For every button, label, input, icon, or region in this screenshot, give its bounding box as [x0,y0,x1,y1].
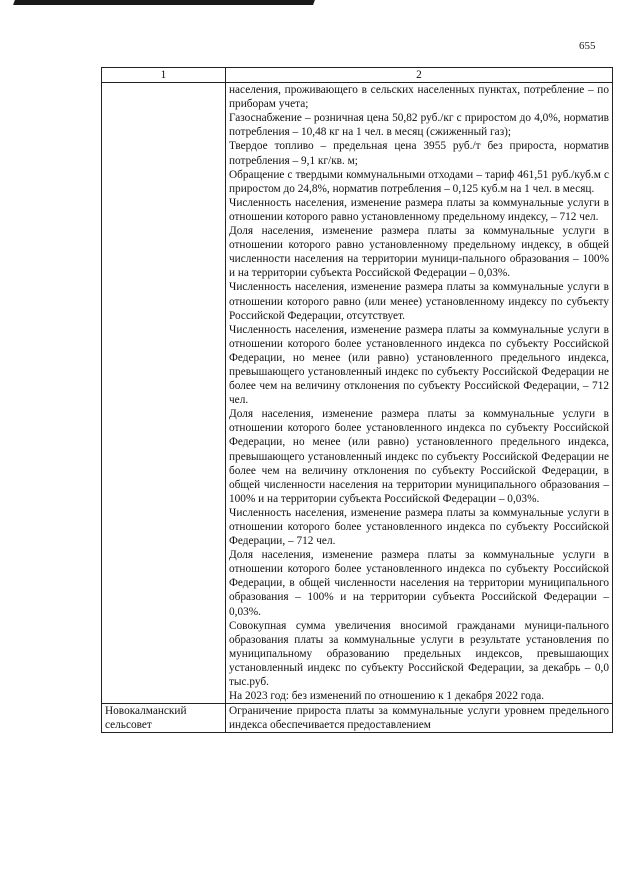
row2-content-cell [226,704,613,733]
paragraph: населения, проживающего в сельских населенных пунктах, потребление – по приборам учета; [229,84,609,111]
column-header-1: 1 [102,68,226,83]
table-row [102,704,613,733]
paragraph: На 2023 год: без изменений по отношению к 1 декабря 2022 года. [229,690,545,703]
paragraph: Совокупная сумма увеличения вносимой гражданами муници-пального образования платы за коммунальные услуги в результате установления по муниципальному образованию предельных индексов, превышающих установленный индекс по субъекту Российской Федерации, за декабрь – 0,0 тыс.руб. [229,619,609,689]
page-number: 655 [579,40,596,52]
scan-edge-mark [13,0,315,5]
paragraph: Доля населения, изменение размера платы за коммунальные услуги в отношении которого равно установленному предельному индексу, в общей численности населения на территории муници-пального образования – 100% и на территории субъекта Российской Федерации – 0,03%. [229,225,609,280]
paragraph: Твердое топливо – предельная цена 3955 руб./т без прироста, норматив потребления – 9,1 кг/кв. м; [229,140,609,167]
table-header-row [102,68,613,83]
paragraph: Обращение с твердыми коммунальными отходами – тариф 461,51 руб./куб.м с приростом до 24,8%, норматив потребления – 0,125 куб.м на 1 чел. в месяц. [229,168,609,195]
paragraph: Ограничение прироста платы за коммунальные услуги уровнем предельного индекса обеспечивается предоставлением [229,705,609,732]
row1-content-cell [226,83,613,704]
paragraph: Численность населения, изменение размера платы за коммунальные услуги в отношении которого более установленного индекса по субъекту Российской Федерации, – 712 чел. [229,506,609,548]
row1-municipality-cell [102,83,226,704]
paragraph: Газоснабжение – розничная цена 50,82 руб./кг с приростом до 4,0%, норматив потребления – 10,48 кг на 1 чел. в месяц (сжиженный газ); [229,112,609,139]
paragraph: Численность населения, изменение размера платы за коммунальные услуги в отношении которого более установленного индекса по субъекту Российской Федерации, но менее (или равно) установленного предельного индекса, превышающего установленный индекс по субъекту Российской Федерации не более чем на величину отклонения по субъекту Российской Федерации, – 712 чел. [229,323,609,407]
table-row [102,83,613,704]
paragraph: Доля населения, изменение размера платы за коммунальные услуги в отношении которого более установленного индекса по субъекту Российской Федерации, в общей численности населения на территории муниципального образования – 100% и на территории субъекта Российской Федерации – 0,03%. [229,549,609,618]
paragraph: Доля населения, изменение размера платы за коммунальные услуги в отношении которого более установленного индекса по субъекту Российской Федерации, но менее (или равно) установленного предельного индекса, превышающего установленный индекс по субъекту Российской Федерации не более чем на величину отклонения по субъекту Российской Федерации, в общей численности населения на территории муниципального образования – 100% и на территории субъекта Российской Федерации – 0,03%. [229,408,609,505]
paragraph: Численность населения, изменение размера платы за коммунальные услуги в отношении которого равно (или менее) установленному индексу по субъекту Российской Федерации, отсутствует. [229,281,609,322]
row2-municipality-cell: Новокалманский сельсовет [102,704,226,733]
column-header-2: 2 [226,68,613,83]
document-table [101,67,613,733]
paragraph: Численность населения, изменение размера платы за коммунальные услуги в отношении которого равно установленному предельному индексу, – 712 чел. [229,196,609,223]
